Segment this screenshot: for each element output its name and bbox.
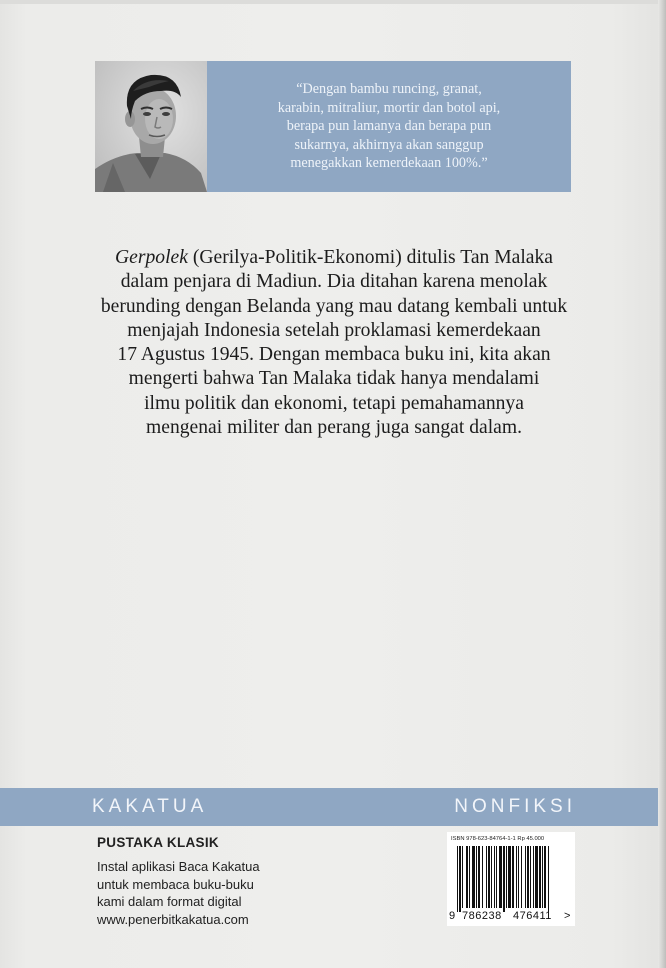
barcode-bar bbox=[488, 846, 490, 908]
description-line: 17 Agustus 1945. Dengan membaca buku ini, kita akan bbox=[117, 344, 551, 366]
quote-block bbox=[95, 61, 571, 192]
barcode-digit-lead: 9 bbox=[449, 910, 456, 922]
barcode-bar bbox=[491, 846, 492, 908]
barcode-digits-right: 476411 bbox=[513, 910, 552, 922]
barcode-bar bbox=[459, 846, 461, 912]
barcode-bar bbox=[512, 846, 514, 908]
barcode-bar bbox=[469, 846, 470, 908]
barcode-bar bbox=[535, 846, 538, 908]
barcode-bar bbox=[542, 846, 543, 908]
category-label: NONFIKSI bbox=[454, 796, 576, 817]
barcode-bar bbox=[466, 846, 468, 908]
barcode-bar bbox=[499, 846, 502, 908]
spine-edge bbox=[658, 0, 666, 968]
footer-info bbox=[97, 835, 357, 928]
series-name: PUSTAKA KLASIK bbox=[97, 835, 219, 850]
book-description bbox=[70, 246, 598, 440]
barcode-digits bbox=[447, 910, 575, 924]
barcode-bar bbox=[544, 846, 546, 908]
barcode-digits-left: 786238 bbox=[462, 910, 502, 922]
barcode-bar bbox=[494, 846, 495, 908]
publisher-band bbox=[0, 788, 658, 826]
book-title-italic: Gerpolek bbox=[115, 247, 188, 268]
barcode-bar bbox=[462, 846, 463, 908]
description-line bbox=[70, 246, 598, 270]
barcode-bar bbox=[533, 846, 534, 908]
barcode-bar bbox=[457, 846, 458, 912]
barcode-bar bbox=[503, 846, 505, 912]
barcode-bar bbox=[539, 846, 541, 908]
publisher-name: KAKATUA bbox=[92, 796, 208, 817]
description-line: mengenai militer dan perang juga sangat dalam. bbox=[146, 417, 522, 439]
barcode-bar bbox=[482, 846, 483, 908]
description-line: berunding dengan Belanda yang mau datang kembali untuk bbox=[100, 295, 568, 317]
barcode-bar bbox=[530, 846, 531, 908]
barcode-bar bbox=[525, 846, 526, 908]
barcode-bar bbox=[478, 846, 480, 908]
top-edge bbox=[0, 0, 666, 4]
description-line: dalam penjara di Madiun. Dia ditahan karena menolak bbox=[120, 271, 548, 293]
barcode-bar bbox=[486, 846, 487, 908]
isbn-barcode bbox=[447, 832, 575, 926]
barcode-bar bbox=[521, 846, 522, 908]
description-line: ilmu politik dan ekonomi, tetapi pemahamannya bbox=[144, 392, 524, 414]
barcode-bar bbox=[516, 846, 517, 908]
barcode-bar bbox=[527, 846, 529, 908]
barcode-bar bbox=[518, 846, 519, 908]
barcode-bar bbox=[496, 846, 497, 908]
isbn-price-text: ISBN 978-623-84764-1-1 Rp 45.000 bbox=[451, 836, 545, 842]
barcode-bar bbox=[476, 846, 477, 908]
description-line: menjajah Indonesia setelah proklamasi kemerdekaan bbox=[127, 319, 541, 341]
author-quote: “Dengan bambu runcing, granat, karabin, mitraliur, mortir dan botol api, berapa pun lamanya dan berapa pun sukarnya, akhirnya akan sanggup menegakkan kemerdekaan 100%.” bbox=[277, 81, 501, 172]
barcode-quiet-mark: > bbox=[564, 910, 571, 922]
barcode-bar bbox=[548, 846, 549, 912]
description-line: mengerti bahwa Tan Malaka tidak hanya mendalami bbox=[128, 368, 540, 390]
barcode-bar bbox=[508, 846, 511, 908]
author-portrait bbox=[95, 61, 207, 192]
app-promo-text: Instal aplikasi Baca Kakatua untuk membaca buku-buku kami dalam format digital www.penerbitkakatua.com bbox=[97, 859, 260, 927]
barcode-bar bbox=[472, 846, 475, 908]
description-line-rest: (Gerilya-Politik-Ekonomi) ditulis Tan Malaka bbox=[187, 247, 553, 268]
barcode-bar bbox=[506, 846, 507, 908]
